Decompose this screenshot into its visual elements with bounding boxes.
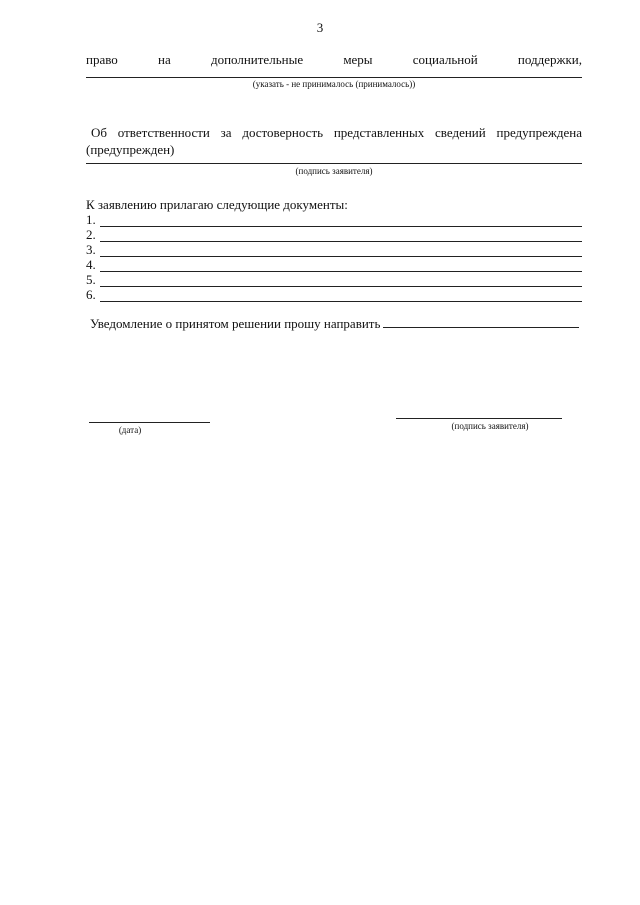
word: представленных xyxy=(333,125,425,140)
word: достоверность xyxy=(242,125,324,140)
document-item xyxy=(86,257,582,272)
word: меры xyxy=(343,52,373,67)
signature-caption: (подпись заявителя) xyxy=(295,166,373,176)
document-item xyxy=(86,227,582,242)
document-item xyxy=(86,212,582,227)
date-fill-line[interactable] xyxy=(89,422,210,423)
right-support-fill-line[interactable] xyxy=(86,77,582,78)
notification-text: Уведомление о принятом решении прошу направить xyxy=(90,316,381,331)
document-item xyxy=(86,242,582,257)
word: за xyxy=(220,125,232,140)
document-number: 3. xyxy=(86,242,96,257)
word: Об xyxy=(91,125,108,140)
word: право xyxy=(86,52,118,67)
word: на xyxy=(158,52,171,67)
right-support-line xyxy=(86,52,582,68)
document-number: 5. xyxy=(86,272,96,287)
signature-fill-line[interactable] xyxy=(86,163,582,164)
date-caption: (дата) xyxy=(118,425,142,435)
document-number: 2. xyxy=(86,227,96,242)
right-support-caption: (указать - не принималось (принималось)) xyxy=(252,79,416,89)
document-fill-line[interactable] xyxy=(100,301,582,302)
word: социальной xyxy=(412,52,478,67)
page-number: 3 xyxy=(316,20,324,35)
responsibility-line xyxy=(91,125,582,141)
document-number: 6. xyxy=(86,287,96,302)
word: сведений xyxy=(435,125,486,140)
word: поддержки, xyxy=(517,52,582,67)
responsibility-line-2: (предупрежден) xyxy=(86,142,175,157)
signature-bottom-caption: (подпись заявителя) xyxy=(451,421,529,431)
notification-fill-line[interactable] xyxy=(383,327,579,328)
document-number: 4. xyxy=(86,257,96,272)
word: предупреждена xyxy=(496,125,582,140)
document-number: 1. xyxy=(86,212,96,227)
word: ответственности xyxy=(117,125,210,140)
document-item xyxy=(86,287,582,302)
word: дополнительные xyxy=(210,52,304,67)
documents-heading: К заявлению прилагаю следующие документы: xyxy=(86,197,348,212)
document-item xyxy=(86,272,582,287)
signature-bottom-fill-line[interactable] xyxy=(396,418,562,419)
